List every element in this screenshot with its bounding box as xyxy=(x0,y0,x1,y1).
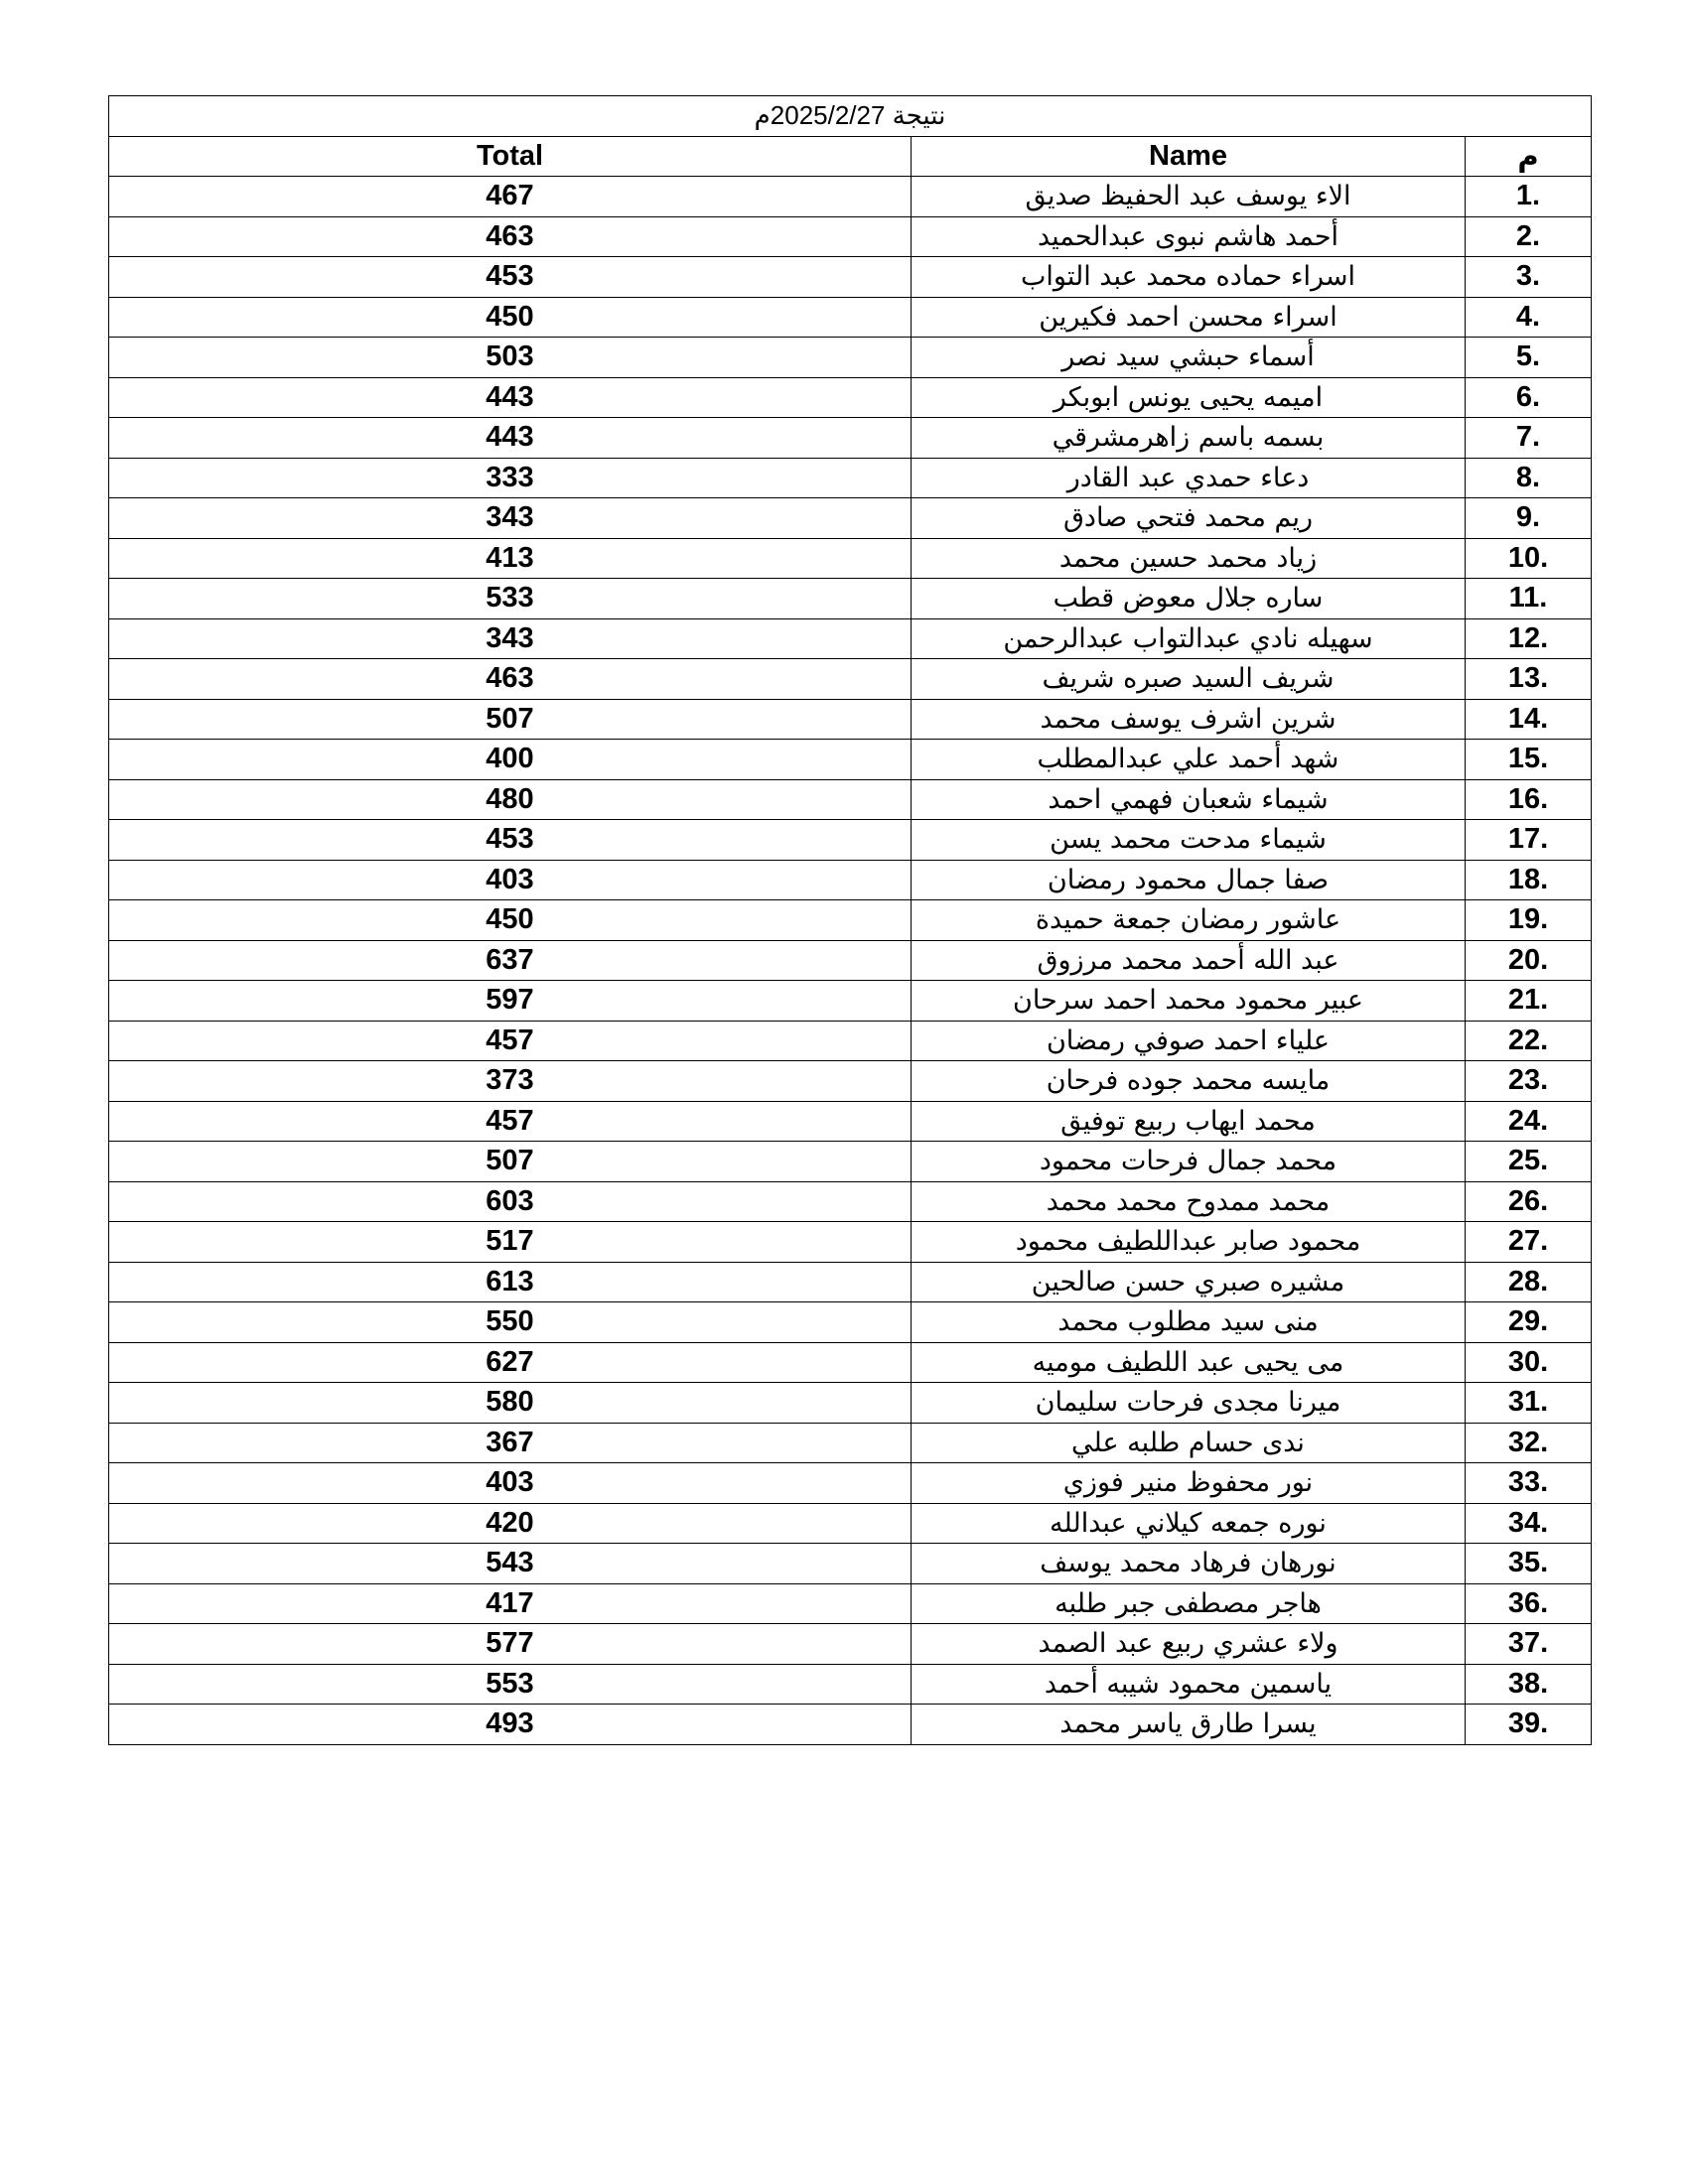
total-cell: 443 xyxy=(109,418,912,459)
table-row xyxy=(109,740,1592,780)
name-cell: محمد ممدوح محمد محمد xyxy=(912,1181,1466,1222)
total-cell: 577 xyxy=(109,1624,912,1665)
name-cell: شيماء مدحت محمد يسن xyxy=(912,820,1466,861)
table-row xyxy=(109,297,1592,338)
total-cell: 453 xyxy=(109,257,912,298)
table-row xyxy=(109,820,1592,861)
table-row xyxy=(109,1181,1592,1222)
name-cell: أحمد هاشم نبوى عبدالحميد xyxy=(912,216,1466,257)
row-number-cell: 20. xyxy=(1466,940,1592,981)
table-row xyxy=(109,1503,1592,1544)
total-cell: 443 xyxy=(109,377,912,418)
table-row xyxy=(109,1222,1592,1263)
total-cell: 480 xyxy=(109,779,912,820)
table-row xyxy=(109,498,1592,539)
table-row xyxy=(109,900,1592,941)
total-cell: 453 xyxy=(109,820,912,861)
results-table xyxy=(108,95,1592,1745)
row-number-cell: 9. xyxy=(1466,498,1592,539)
table-row xyxy=(109,1624,1592,1665)
table-row xyxy=(109,779,1592,820)
name-cell: نوره جمعه كيلاني عبدالله xyxy=(912,1503,1466,1544)
title-row xyxy=(109,96,1592,137)
total-cell: 457 xyxy=(109,1021,912,1061)
total-cell: 467 xyxy=(109,177,912,217)
total-cell: 413 xyxy=(109,538,912,579)
row-number-cell: 34. xyxy=(1466,1503,1592,1544)
row-number-cell: 4. xyxy=(1466,297,1592,338)
row-number-cell: 17. xyxy=(1466,820,1592,861)
table-row xyxy=(109,940,1592,981)
table-row xyxy=(109,458,1592,498)
table-row xyxy=(109,377,1592,418)
name-cell: سهيله نادي عبدالتواب عبدالرحمن xyxy=(912,618,1466,659)
table-row xyxy=(109,257,1592,298)
name-cell: عاشور رمضان جمعة حميدة xyxy=(912,900,1466,941)
row-number-cell: 6. xyxy=(1466,377,1592,418)
name-cell: ندى حسام طلبه علي xyxy=(912,1423,1466,1463)
column-header-name: Name xyxy=(912,136,1466,177)
row-number-cell: 21. xyxy=(1466,981,1592,1022)
table-row xyxy=(109,1463,1592,1504)
total-cell: 493 xyxy=(109,1705,912,1745)
name-cell: الاء يوسف عبد الحفيظ صديق xyxy=(912,177,1466,217)
table-row xyxy=(109,1544,1592,1584)
name-cell: ساره جلال معوض قطب xyxy=(912,579,1466,619)
table-row xyxy=(109,1423,1592,1463)
name-cell: ياسمين محمود شيبه أحمد xyxy=(912,1664,1466,1705)
table-title: نتيجة 2025/2/27م xyxy=(109,96,1592,137)
total-cell: 400 xyxy=(109,740,912,780)
total-cell: 463 xyxy=(109,216,912,257)
name-cell: محمد جمال فرحات محمود xyxy=(912,1142,1466,1182)
name-cell: شرين اشرف يوسف محمد xyxy=(912,699,1466,740)
row-number-cell: 1. xyxy=(1466,177,1592,217)
name-cell: زياد محمد حسين محمد xyxy=(912,538,1466,579)
row-number-cell: 26. xyxy=(1466,1181,1592,1222)
table-row xyxy=(109,860,1592,900)
name-cell: صفا جمال محمود رمضان xyxy=(912,860,1466,900)
table-row xyxy=(109,1342,1592,1383)
table-row xyxy=(109,579,1592,619)
table-row xyxy=(109,981,1592,1022)
total-cell: 343 xyxy=(109,618,912,659)
name-cell: ريم محمد فتحي صادق xyxy=(912,498,1466,539)
name-cell: شريف السيد صبره شريف xyxy=(912,659,1466,700)
total-cell: 463 xyxy=(109,659,912,700)
row-number-cell: 13. xyxy=(1466,659,1592,700)
row-number-cell: 7. xyxy=(1466,418,1592,459)
table-row xyxy=(109,618,1592,659)
total-cell: 420 xyxy=(109,1503,912,1544)
total-cell: 403 xyxy=(109,860,912,900)
name-cell: شيماء شعبان فهمي احمد xyxy=(912,779,1466,820)
row-number-cell: 8. xyxy=(1466,458,1592,498)
table-row xyxy=(109,1262,1592,1302)
total-cell: 457 xyxy=(109,1101,912,1142)
table-row xyxy=(109,1021,1592,1061)
table-row xyxy=(109,538,1592,579)
name-cell: شهد أحمد علي عبدالمطلب xyxy=(912,740,1466,780)
row-number-cell: 24. xyxy=(1466,1101,1592,1142)
row-number-cell: 5. xyxy=(1466,338,1592,378)
column-header-number: م xyxy=(1466,136,1592,177)
row-number-cell: 16. xyxy=(1466,779,1592,820)
total-cell: 543 xyxy=(109,1544,912,1584)
total-cell: 517 xyxy=(109,1222,912,1263)
table-row xyxy=(109,216,1592,257)
total-cell: 507 xyxy=(109,1142,912,1182)
table-row xyxy=(109,418,1592,459)
row-number-cell: 35. xyxy=(1466,1544,1592,1584)
name-cell: نور محفوظ منير فوزي xyxy=(912,1463,1466,1504)
table-row xyxy=(109,699,1592,740)
total-cell: 367 xyxy=(109,1423,912,1463)
name-cell: اسراء محسن احمد فكيرين xyxy=(912,297,1466,338)
total-cell: 503 xyxy=(109,338,912,378)
row-number-cell: 10. xyxy=(1466,538,1592,579)
table-row xyxy=(109,1302,1592,1343)
row-number-cell: 3. xyxy=(1466,257,1592,298)
table-row xyxy=(109,1705,1592,1745)
header-row xyxy=(109,136,1592,177)
row-number-cell: 31. xyxy=(1466,1383,1592,1424)
total-cell: 533 xyxy=(109,579,912,619)
column-header-total: Total xyxy=(109,136,912,177)
name-cell: عبد الله أحمد محمد مرزوق xyxy=(912,940,1466,981)
total-cell: 450 xyxy=(109,297,912,338)
table-row xyxy=(109,338,1592,378)
total-cell: 550 xyxy=(109,1302,912,1343)
row-number-cell: 12. xyxy=(1466,618,1592,659)
name-cell: ميرنا مجدى فرحات سليمان xyxy=(912,1383,1466,1424)
row-number-cell: 29. xyxy=(1466,1302,1592,1343)
row-number-cell: 15. xyxy=(1466,740,1592,780)
row-number-cell: 25. xyxy=(1466,1142,1592,1182)
row-number-cell: 37. xyxy=(1466,1624,1592,1665)
name-cell: محمود صابر عبداللطيف محمود xyxy=(912,1222,1466,1263)
results-body xyxy=(109,177,1592,1745)
name-cell: بسمه باسم زاهرمشرقي xyxy=(912,418,1466,459)
name-cell: محمد ايهاب ربيع توفيق xyxy=(912,1101,1466,1142)
total-cell: 553 xyxy=(109,1664,912,1705)
table-row xyxy=(109,659,1592,700)
row-number-cell: 19. xyxy=(1466,900,1592,941)
total-cell: 333 xyxy=(109,458,912,498)
row-number-cell: 11. xyxy=(1466,579,1592,619)
row-number-cell: 36. xyxy=(1466,1583,1592,1624)
total-cell: 637 xyxy=(109,940,912,981)
name-cell: علياء احمد صوفي رمضان xyxy=(912,1021,1466,1061)
row-number-cell: 18. xyxy=(1466,860,1592,900)
name-cell: اميمه يحيى يونس ابوبكر xyxy=(912,377,1466,418)
table-row xyxy=(109,1383,1592,1424)
name-cell: نورهان فرهاد محمد يوسف xyxy=(912,1544,1466,1584)
row-number-cell: 22. xyxy=(1466,1021,1592,1061)
row-number-cell: 2. xyxy=(1466,216,1592,257)
name-cell: هاجر مصطفى جبر طلبه xyxy=(912,1583,1466,1624)
total-cell: 597 xyxy=(109,981,912,1022)
table-row xyxy=(109,1664,1592,1705)
table-row xyxy=(109,1061,1592,1102)
total-cell: 403 xyxy=(109,1463,912,1504)
total-cell: 627 xyxy=(109,1342,912,1383)
row-number-cell: 14. xyxy=(1466,699,1592,740)
row-number-cell: 28. xyxy=(1466,1262,1592,1302)
table-row xyxy=(109,177,1592,217)
row-number-cell: 39. xyxy=(1466,1705,1592,1745)
table-row xyxy=(109,1101,1592,1142)
total-cell: 580 xyxy=(109,1383,912,1424)
total-cell: 613 xyxy=(109,1262,912,1302)
total-cell: 373 xyxy=(109,1061,912,1102)
total-cell: 343 xyxy=(109,498,912,539)
name-cell: عبير محمود محمد احمد سرحان xyxy=(912,981,1466,1022)
row-number-cell: 32. xyxy=(1466,1423,1592,1463)
total-cell: 450 xyxy=(109,900,912,941)
table-row xyxy=(109,1142,1592,1182)
name-cell: اسراء حماده محمد عبد التواب xyxy=(912,257,1466,298)
row-number-cell: 23. xyxy=(1466,1061,1592,1102)
name-cell: ولاء عشري ربيع عبد الصمد xyxy=(912,1624,1466,1665)
name-cell: أسماء حبشي سيد نصر xyxy=(912,338,1466,378)
row-number-cell: 27. xyxy=(1466,1222,1592,1263)
total-cell: 417 xyxy=(109,1583,912,1624)
name-cell: مايسه محمد جوده فرحان xyxy=(912,1061,1466,1102)
name-cell: مشيره صبري حسن صالحين xyxy=(912,1262,1466,1302)
row-number-cell: 38. xyxy=(1466,1664,1592,1705)
name-cell: منى سيد مطلوب محمد xyxy=(912,1302,1466,1343)
table-row xyxy=(109,1583,1592,1624)
total-cell: 507 xyxy=(109,699,912,740)
name-cell: دعاء حمدي عبد القادر xyxy=(912,458,1466,498)
name-cell: مى يحيى عبد اللطيف موميه xyxy=(912,1342,1466,1383)
row-number-cell: 33. xyxy=(1466,1463,1592,1504)
total-cell: 603 xyxy=(109,1181,912,1222)
row-number-cell: 30. xyxy=(1466,1342,1592,1383)
name-cell: يسرا طارق ياسر محمد xyxy=(912,1705,1466,1745)
